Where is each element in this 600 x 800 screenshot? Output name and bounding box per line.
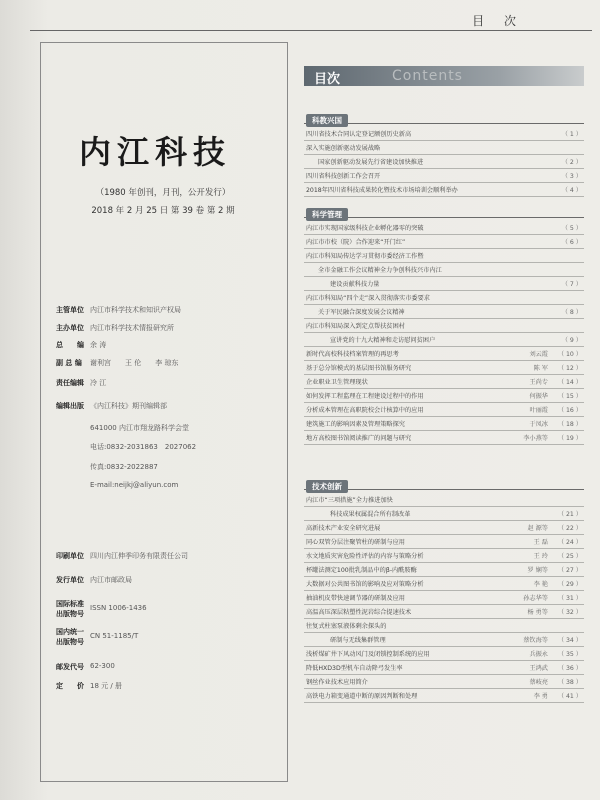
toc-title: 如何发挥工程监理在工程建设过程中的作用: [306, 393, 424, 400]
toc-title: 水文地质灾害危险性评估的内容与策略分析: [306, 553, 424, 560]
toc-entry[interactable]: [304, 676, 584, 689]
toc-title: 内江市实现国家级科技企业孵化器零的突破: [306, 225, 424, 232]
toc-dotted-rule: [304, 388, 584, 389]
info-label: 主办单位: [56, 324, 84, 332]
toc-author: 蔡钦海等: [523, 637, 548, 644]
toc-page-number: （ 6 ）: [561, 239, 582, 246]
toc-title: 降低HXD3D型机车自动降弓发生率: [306, 665, 403, 672]
toc-title: 内江市市校（院）合作迎来“开门红”: [306, 239, 406, 246]
toc-entry[interactable]: [304, 236, 584, 249]
toc-page-number: （ 8 ）: [561, 309, 582, 316]
toc-author: 兵振永: [529, 651, 548, 658]
toc-title: 内江市“三项措施”全力推进加快: [306, 497, 393, 504]
toc-title: 新时代高校科技档案管理的再思考: [306, 351, 399, 358]
toc-author: 罗 娴等: [527, 567, 548, 574]
info-value: 冷 江: [90, 379, 107, 387]
info-value: 传真:0832-2022887: [90, 463, 158, 471]
toc-page-number: （ 41 ）: [557, 693, 582, 700]
toc-dotted-rule: [304, 430, 584, 431]
toc-dotted-rule: [304, 154, 584, 155]
header-rule: [30, 30, 592, 31]
info-value: 四川内江伸季印务有限责任公司: [90, 552, 188, 560]
toc-author: 于凤冰: [529, 421, 548, 428]
toc-page-number: （ 19 ）: [557, 435, 582, 442]
toc-entry[interactable]: [304, 362, 584, 375]
toc-page-number: （ 3 ）: [561, 173, 582, 180]
section-header: [304, 114, 584, 127]
toc-dotted-rule: [304, 416, 584, 417]
toc-title: 基于总分馆模式的基层图书馆服务研究: [306, 365, 412, 372]
toc-title: 关于军民融合深度发展会议精神: [318, 309, 405, 316]
toc-entry[interactable]: [304, 222, 584, 235]
section-tag: 技术创新: [306, 480, 348, 493]
toc-author: 蔡岐亮: [529, 679, 548, 686]
toc-dotted-rule: [304, 534, 584, 535]
toc-dotted-rule: [304, 506, 584, 507]
toc-title: 杯罐法测定100批乳制品中的β-内酰胺酶: [306, 567, 417, 574]
toc-page-number: （ 5 ）: [561, 225, 582, 232]
toc-dotted-rule: [304, 576, 584, 577]
toc-entry[interactable]: [304, 690, 584, 703]
toc-title: 高新技术产业安全研究进展: [306, 525, 381, 532]
issue-date: 2018 年 2 月 25 日 第 39 卷 第 2 期: [91, 206, 235, 216]
toc-entry[interactable]: [304, 264, 584, 277]
toc-title: 研制与无线集群管理: [330, 637, 386, 644]
info-label: 总 编: [56, 341, 84, 349]
toc-title: 宣讲党的十九大精神和走访慰问贫困户: [330, 337, 436, 344]
info-value: ISSN 1006-1436: [90, 604, 147, 612]
info-label: 编辑出版: [56, 402, 84, 410]
toc-title: 高温高压深层粘塑性泥岩综合提速技术: [306, 609, 412, 616]
info-label: 印刷单位: [56, 552, 84, 560]
toc-entry[interactable]: [304, 550, 584, 563]
magazine-title: 内江科技: [78, 133, 231, 171]
toc-dotted-rule: [304, 332, 584, 333]
toc-entry[interactable]: [304, 592, 584, 605]
toc-title: 深入实施创新驱动发展战略: [306, 145, 381, 152]
toc-author: 刘云霞: [529, 351, 548, 358]
toc-dotted-rule: [304, 168, 584, 169]
toc-entry[interactable]: [304, 334, 584, 347]
toc-page-number: （ 14 ）: [557, 379, 582, 386]
toc-page-number: （ 34 ）: [557, 637, 582, 644]
toc-dotted-rule: [304, 548, 584, 549]
toc-dotted-rule: [304, 182, 584, 183]
toc-page-number: （ 25 ）: [557, 553, 582, 560]
toc-dotted-rule: [304, 276, 584, 277]
info-label: 主管单位: [56, 306, 84, 314]
section-header: [304, 208, 584, 221]
toc-page-number: （ 22 ）: [557, 525, 582, 532]
contents-title: 目次: [314, 72, 341, 87]
toc-title: 科技成果权属混合所有制改革: [330, 511, 411, 518]
info-label: 国内统一 出版物号: [56, 628, 84, 646]
toc-entry[interactable]: [304, 432, 584, 445]
toc-author: 王 磊: [533, 539, 548, 546]
toc-dotted-rule: [304, 304, 584, 305]
toc-author: 王尚专: [529, 379, 548, 386]
toc-author: 王鸿武: [529, 665, 548, 672]
toc-page-number: （ 15 ）: [557, 393, 582, 400]
toc-title: 往复式柱塞泵液体剩余探头的: [306, 623, 387, 630]
toc-entry[interactable]: [304, 648, 584, 661]
toc-dotted-rule: [304, 674, 584, 675]
toc-author: 赵 源等: [527, 525, 548, 532]
toc-title: 建设贡献科技力量: [330, 281, 380, 288]
toc-title: 2018年四川省科技成果转化暨技术市场培训会顺利举办: [306, 187, 458, 194]
toc-dotted-rule: [304, 520, 584, 521]
info-value: 内江市科学技术和知识产权局: [90, 306, 181, 314]
toc-page-number: （ 27 ）: [557, 567, 582, 574]
toc-author: 何振华: [529, 393, 548, 400]
founding-note: （1980 年创刊，月刊，公开发行）: [95, 188, 231, 198]
toc-page-number: （ 16 ）: [557, 407, 582, 414]
info-label: 副 总 编: [56, 359, 82, 367]
contents-title-en: Contents: [392, 68, 463, 84]
toc-author: 叶丽霞: [529, 407, 548, 414]
toc-page-number: （ 36 ）: [557, 665, 582, 672]
toc-dotted-rule: [304, 618, 584, 619]
toc-dotted-rule: [304, 604, 584, 605]
section-tag: 科教兴国: [306, 114, 348, 127]
info-value: 《内江科技》期刊编辑部: [90, 402, 167, 410]
toc-title: 内江市科知局深入到定点帮扶贫困村: [306, 323, 405, 330]
info-value: 电话:0832-2031863 2027062: [90, 443, 197, 451]
toc-title: 分析成本管理在高职院校会计核算中的应用: [306, 407, 424, 414]
toc-page-number: （ 24 ）: [557, 539, 582, 546]
toc-dotted-rule: [304, 702, 584, 703]
section-tag: 科学管理: [306, 208, 348, 221]
contents-banner: [304, 66, 584, 86]
toc-dotted-rule: [304, 262, 584, 263]
toc-dotted-rule: [304, 688, 584, 689]
info-value: 内江市科学技术情报研究所: [90, 324, 174, 332]
toc-entry[interactable]: [304, 404, 584, 417]
toc-page-number: （ 1 ）: [561, 131, 582, 138]
toc-entry[interactable]: [304, 320, 584, 333]
toc-entry[interactable]: [304, 606, 584, 619]
toc-dotted-rule: [304, 632, 584, 633]
toc-entry[interactable]: [304, 418, 584, 431]
info-value: 余 涛: [90, 341, 107, 349]
toc-author: 王 玲: [533, 553, 548, 560]
info-value: 谢利宫 王 伦 李 琼东: [90, 359, 179, 367]
toc-title: 同心双管分层注聚管柱的研制与应用: [306, 539, 405, 546]
toc-dotted-rule: [304, 562, 584, 563]
info-value: E-mail:neijkj@aliyun.com: [90, 481, 179, 489]
toc-dotted-rule: [304, 234, 584, 235]
toc-page-number: （ 18 ）: [557, 421, 582, 428]
toc-title: 四川省技术合同认定登记额创历史新高: [306, 131, 412, 138]
toc-page-number: （ 31 ）: [557, 595, 582, 602]
info-value: 内江市邮政局: [90, 576, 132, 584]
toc-dotted-rule: [304, 402, 584, 403]
toc-page-number: （ 2 ）: [561, 159, 582, 166]
toc-entry[interactable]: [304, 170, 584, 183]
toc-dotted-rule: [304, 290, 584, 291]
toc-entry[interactable]: [304, 578, 584, 591]
toc-title: 浅析煤矿井下风动风门及闭锁控制系统的应用: [306, 651, 430, 658]
toc-page-number: （ 7 ）: [561, 281, 582, 288]
toc-dotted-rule: [304, 660, 584, 661]
info-value: CN 51-1185/T: [90, 632, 139, 640]
toc-entry[interactable]: [304, 390, 584, 403]
toc-entry[interactable]: [304, 348, 584, 361]
info-label: 国际标准 出版物号: [56, 600, 84, 618]
toc-title: 国家创新驱动发展先行省建设加快推进: [318, 159, 424, 166]
toc-dotted-rule: [304, 318, 584, 319]
toc-page-number: （ 12 ）: [557, 365, 582, 372]
toc-entry[interactable]: [304, 128, 584, 141]
toc-entry[interactable]: [304, 522, 584, 535]
toc-title: 地方高校图书馆阅读推广的问题与研究: [306, 435, 412, 442]
info-value: 641000 内江市翔龙路科学会堂: [90, 424, 189, 432]
toc-page-number: （ 38 ）: [557, 679, 582, 686]
toc-author: 李 勇: [533, 693, 548, 700]
toc-entry[interactable]: [304, 662, 584, 675]
toc-author: 李小燕等: [523, 435, 548, 442]
toc-page-number: （ 32 ）: [557, 609, 582, 616]
info-label: 发行单位: [56, 576, 84, 584]
toc-entry[interactable]: [304, 376, 584, 389]
toc-dotted-rule: [304, 374, 584, 375]
toc-title: 内江市科知局“四个走”深入贯彻落实市委要求: [306, 295, 430, 302]
toc-dotted-rule: [304, 444, 584, 445]
toc-author: 杨 勇等: [527, 609, 548, 616]
info-label: 责任编辑: [56, 379, 84, 387]
toc-page-number: （ 9 ）: [561, 337, 582, 344]
toc-entry[interactable]: [304, 508, 584, 521]
toc-entry[interactable]: [304, 184, 584, 197]
toc-entry[interactable]: [304, 250, 584, 263]
toc-title: 建筑施工的影响因素及管理策略探究: [306, 421, 405, 428]
toc-entry[interactable]: [304, 278, 584, 291]
toc-author: 李 艳: [533, 581, 548, 588]
toc-author: 陈 军: [533, 365, 548, 372]
info-label: 邮发代号: [56, 663, 84, 671]
toc-dotted-rule: [304, 346, 584, 347]
toc-page-number: （ 29 ）: [557, 581, 582, 588]
toc-entry[interactable]: [304, 292, 584, 305]
toc-page-number: （ 4 ）: [561, 187, 582, 194]
toc-title: 四川省科技创新工作会召开: [306, 173, 381, 180]
toc-entry[interactable]: [304, 142, 584, 155]
toc-dotted-rule: [304, 248, 584, 249]
toc-title: 高铁电力箱变通道中断的原因判断和处理: [306, 693, 418, 700]
toc-title: 内江市科知局传达学习贯彻市委经济工作暨: [306, 253, 424, 260]
info-value: 62-300: [90, 662, 115, 670]
toc-dotted-rule: [304, 196, 584, 197]
toc-title: 全市金融工作会议精神全力争创科技兴市内江: [318, 267, 442, 274]
info-value: 18 元 / 册: [90, 682, 122, 690]
running-header: 目 次: [472, 14, 524, 28]
toc-dotted-rule: [304, 646, 584, 647]
toc-entry[interactable]: [304, 156, 584, 169]
toc-title: 抽油机皮带快速调节器的研制及应用: [306, 595, 405, 602]
toc-page-number: （ 10 ）: [557, 351, 582, 358]
toc-dotted-rule: [304, 590, 584, 591]
toc-page-number: （ 35 ）: [557, 651, 582, 658]
toc-entry[interactable]: [304, 494, 584, 507]
info-label: 定 价: [56, 682, 84, 690]
toc-entry[interactable]: [304, 564, 584, 577]
toc-page-number: （ 21 ）: [557, 511, 582, 518]
toc-entry[interactable]: [304, 634, 584, 647]
toc-dotted-rule: [304, 360, 584, 361]
toc-author: 孙志华等: [523, 595, 548, 602]
toc-entry[interactable]: [304, 620, 584, 633]
toc-title: 钢丝作业技术应用简介: [306, 679, 368, 686]
toc-entry[interactable]: [304, 306, 584, 319]
toc-title: 大数据对公共图书馆的影响及应对策略分析: [306, 581, 424, 588]
toc-title: 企业职业卫生管理现状: [306, 379, 368, 386]
toc-entry[interactable]: [304, 536, 584, 549]
toc-dotted-rule: [304, 140, 584, 141]
section-header: [304, 480, 584, 493]
